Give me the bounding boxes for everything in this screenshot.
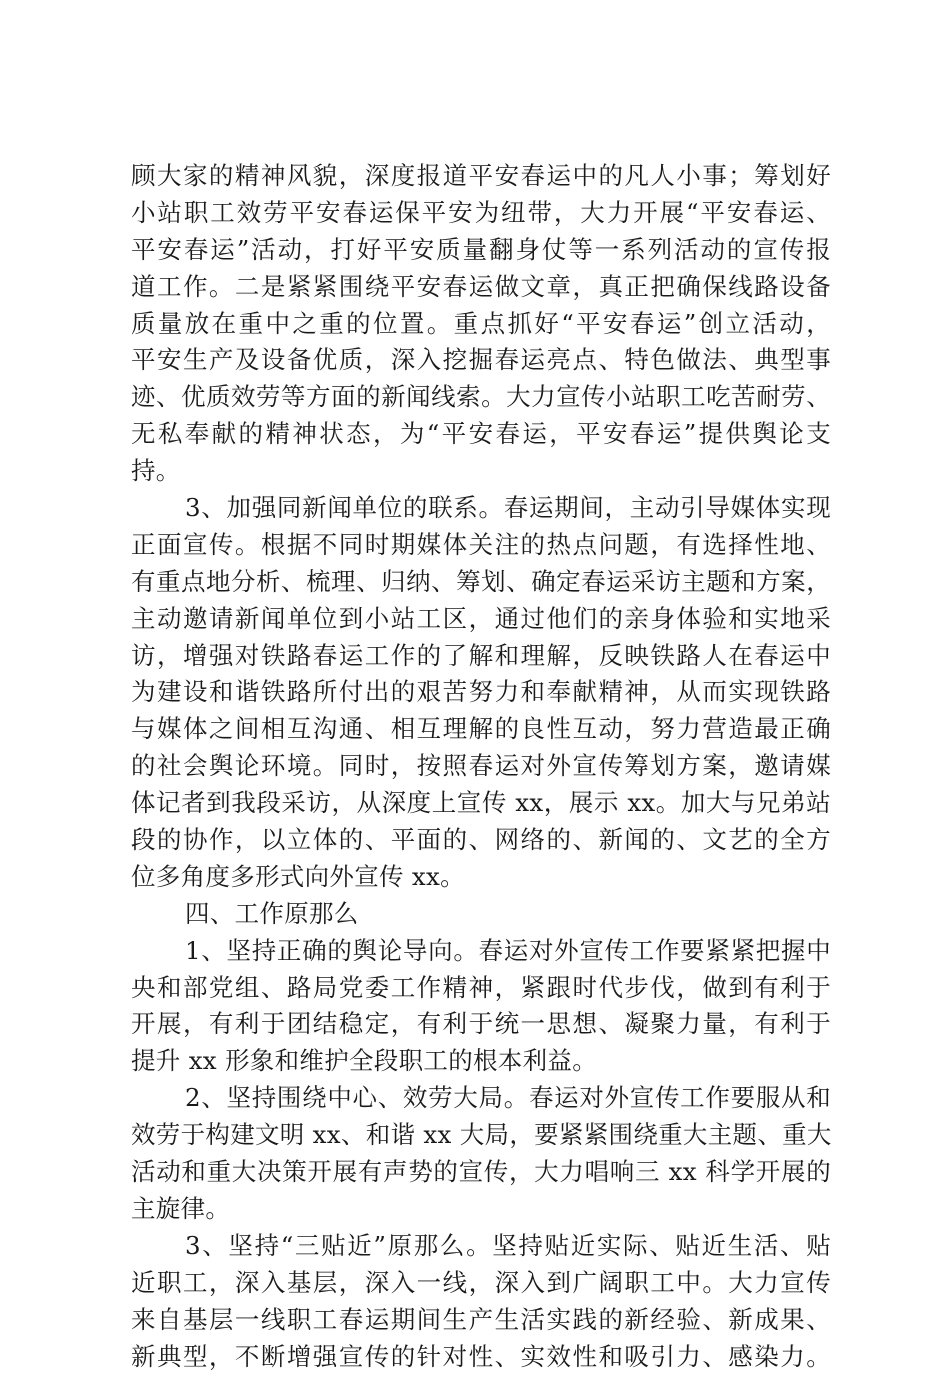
text-line: 新典型，不断增强宣传的针对性、实效性和吸引力、感染力。 [131, 1339, 831, 1375]
text-line: 开展，有利于团结稳定，有利于统一思想、凝聚力量，有利于 [131, 1006, 831, 1043]
text-line: 提升 xx 形象和维护全段职工的根本利益。 [131, 1043, 831, 1080]
text-line: 访，增强对铁路春运工作的了解和理解，反映铁路人在春运中 [131, 638, 831, 675]
text-line: 3、加强同新闻单位的联系。春运期间，主动引导媒体实现 [131, 490, 831, 527]
text-line: 道工作。二是紧紧围绕平安春运做文章，真正把确保线路设备 [131, 269, 831, 306]
text-line: 主动邀请新闻单位到小站工区，通过他们的亲身体验和实地采 [131, 601, 831, 638]
text-line: 迹、优质效劳等方面的新闻线索。大力宣传小站职工吃苦耐劳、 [131, 379, 831, 416]
text-line: 效劳于构建文明 xx、和谐 xx 大局，要紧紧围绕重大主题、重大 [131, 1117, 831, 1154]
text-line: 正面宣传。根据不同时期媒体关注的热点问题，有选择性地、 [131, 527, 831, 564]
text-line: 位多角度多形式向外宣传 xx。 [131, 859, 831, 896]
text-line: 近职工，深入基层，深入一线，深入到广阔职工中。大力宣传 [131, 1265, 831, 1302]
section-heading: 四、工作原那么 [131, 896, 831, 933]
text-line: 为建设和谐铁路所付出的艰苦努力和奉献精神，从而实现铁路 [131, 674, 831, 711]
text-line: 有重点地分析、梳理、归纳、筹划、确定春运采访主题和方案， [131, 564, 831, 601]
paragraph-principle-3 [131, 1228, 831, 1375]
text-line: 小站职工效劳平安春运保平安为纽带，大力开展“平安春运、 [131, 195, 831, 232]
paragraph-principle-1 [131, 933, 831, 1081]
text-line: 持。 [131, 453, 831, 490]
text-line: 顾大家的精神风貌，深度报道平安春运中的凡人小事；筹划好 [131, 158, 831, 195]
paragraph-media-liaison [131, 490, 831, 896]
text-line: 无私奉献的精神状态，为“平安春运，平安春运”提供舆论支 [131, 416, 831, 453]
text-line: 与媒体之间相互沟通、相互理解的良性互动，努力营造最正确 [131, 711, 831, 748]
text-line: 的社会舆论环境。同时，按照春运对外宣传筹划方案，邀请媒 [131, 748, 831, 785]
text-line: 央和部党组、路局党委工作精神，紧跟时代步伐，做到有利于 [131, 970, 831, 1007]
text-line: 主旋律。 [131, 1191, 831, 1228]
text-line: 活动和重大决策开展有声势的宣传，大力唱响三 xx 科学开展的 [131, 1154, 831, 1191]
document-page [131, 158, 831, 1375]
text-line: 2、坚持围绕中心、效劳大局。春运对外宣传工作要服从和 [131, 1080, 831, 1117]
text-line: 平安春运”活动，打好平安质量翻身仗等一系列活动的宣传报 [131, 232, 831, 269]
text-line: 3、坚持“三贴近”原那么。坚持贴近实际、贴近生活、贴 [131, 1228, 831, 1265]
text-line: 平安生产及设备优质，深入挖掘春运亮点、特色做法、典型事 [131, 342, 831, 379]
text-line: 段的协作，以立体的、平面的、网络的、新闻的、文艺的全方 [131, 822, 831, 859]
text-line: 质量放在重中之重的位置。重点抓好“平安春运”创立活动， [131, 306, 831, 343]
text-line: 来自基层一线职工春运期间生产生活实践的新经验、新成果、 [131, 1302, 831, 1339]
text-line: 体记者到我段采访，从深度上宣传 xx，展示 xx。加大与兄弟站 [131, 785, 831, 822]
section-heading-work-principles [131, 896, 831, 933]
paragraph-spring-transport-coverage [131, 158, 831, 490]
paragraph-principle-2 [131, 1080, 831, 1228]
text-line: 1、坚持正确的舆论导向。春运对外宣传工作要紧紧把握中 [131, 933, 831, 970]
